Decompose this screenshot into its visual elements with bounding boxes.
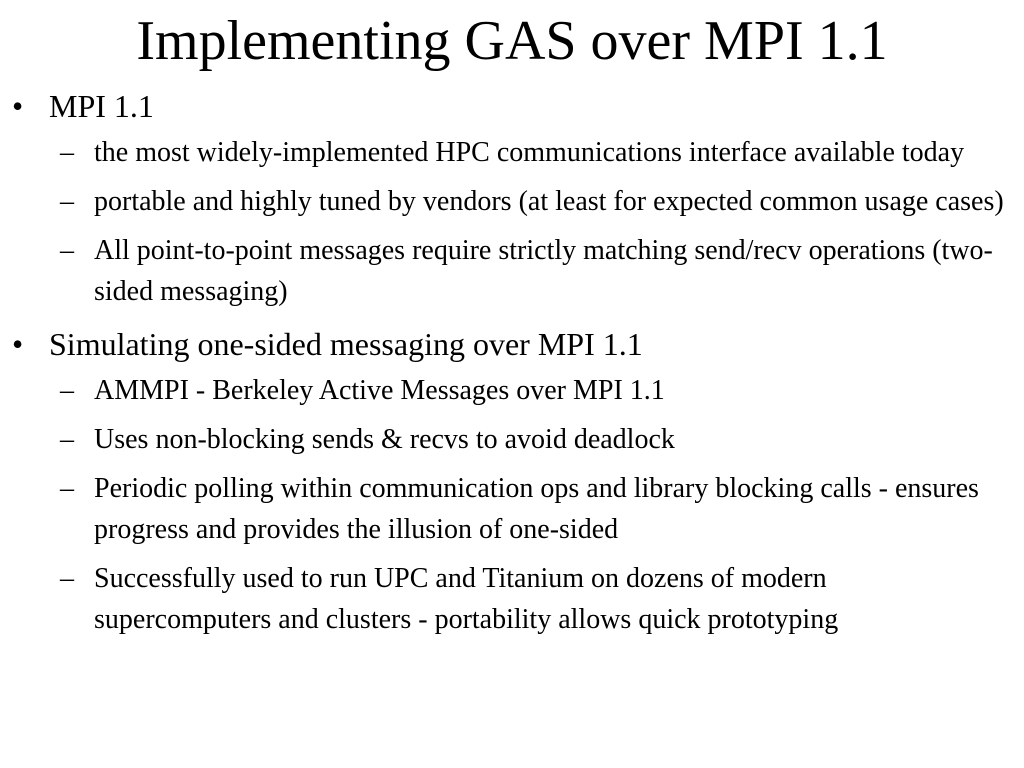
dash-icon: – (60, 137, 74, 168)
sub-bullet (0, 419, 1024, 460)
bullet-dot-icon: • (12, 88, 24, 124)
sub-bullet-text: the most widely-implemented HPC communications interface available today (94, 137, 965, 168)
sub-bullet-text: All point-to-point messages require strictly matching send/recv operations (two-sided messaging) (94, 235, 993, 307)
dash-icon: – (60, 375, 74, 406)
dash-icon: – (60, 473, 74, 504)
sub-bullet (0, 558, 1024, 640)
bullet-text: Simulating one-sided messaging over MPI 1.1 (49, 326, 643, 362)
dash-icon: – (60, 186, 74, 217)
dash-icon: – (60, 563, 74, 594)
dash-icon: – (60, 235, 74, 266)
sub-list-mpi (0, 132, 1024, 312)
sub-bullet-text: Successfully used to run UPC and Titanium on dozens of modern supercomputers and clusters - portability allows quick prototyping (94, 563, 839, 635)
sub-bullet (0, 370, 1024, 411)
sub-bullet (0, 181, 1024, 222)
slide-title: Implementing GAS over MPI 1.1 (136, 10, 888, 72)
bullet-mpi-1-1 (0, 84, 1024, 128)
sub-bullet-text: portable and highly tuned by vendors (at least for expected common usage cases) (94, 186, 1004, 217)
slide-content (0, 84, 1024, 650)
bullet-dot-icon: • (12, 326, 24, 362)
bullet-simulating-one-sided (0, 322, 1024, 366)
sub-list-simulating (0, 370, 1024, 640)
sub-bullet-text: AMMPI - Berkeley Active Messages over MPI 1.1 (94, 375, 665, 406)
sub-bullet (0, 230, 1024, 312)
sub-bullet (0, 132, 1024, 173)
dash-icon: – (60, 424, 74, 455)
sub-bullet-text: Periodic polling within communication ops and library blocking calls - ensures progress and provides the illusion of one-sided (94, 473, 979, 545)
sub-bullet-text: Uses non-blocking sends & recvs to avoid deadlock (94, 424, 675, 455)
sub-bullet (0, 468, 1024, 550)
bullet-text: MPI 1.1 (49, 88, 154, 124)
